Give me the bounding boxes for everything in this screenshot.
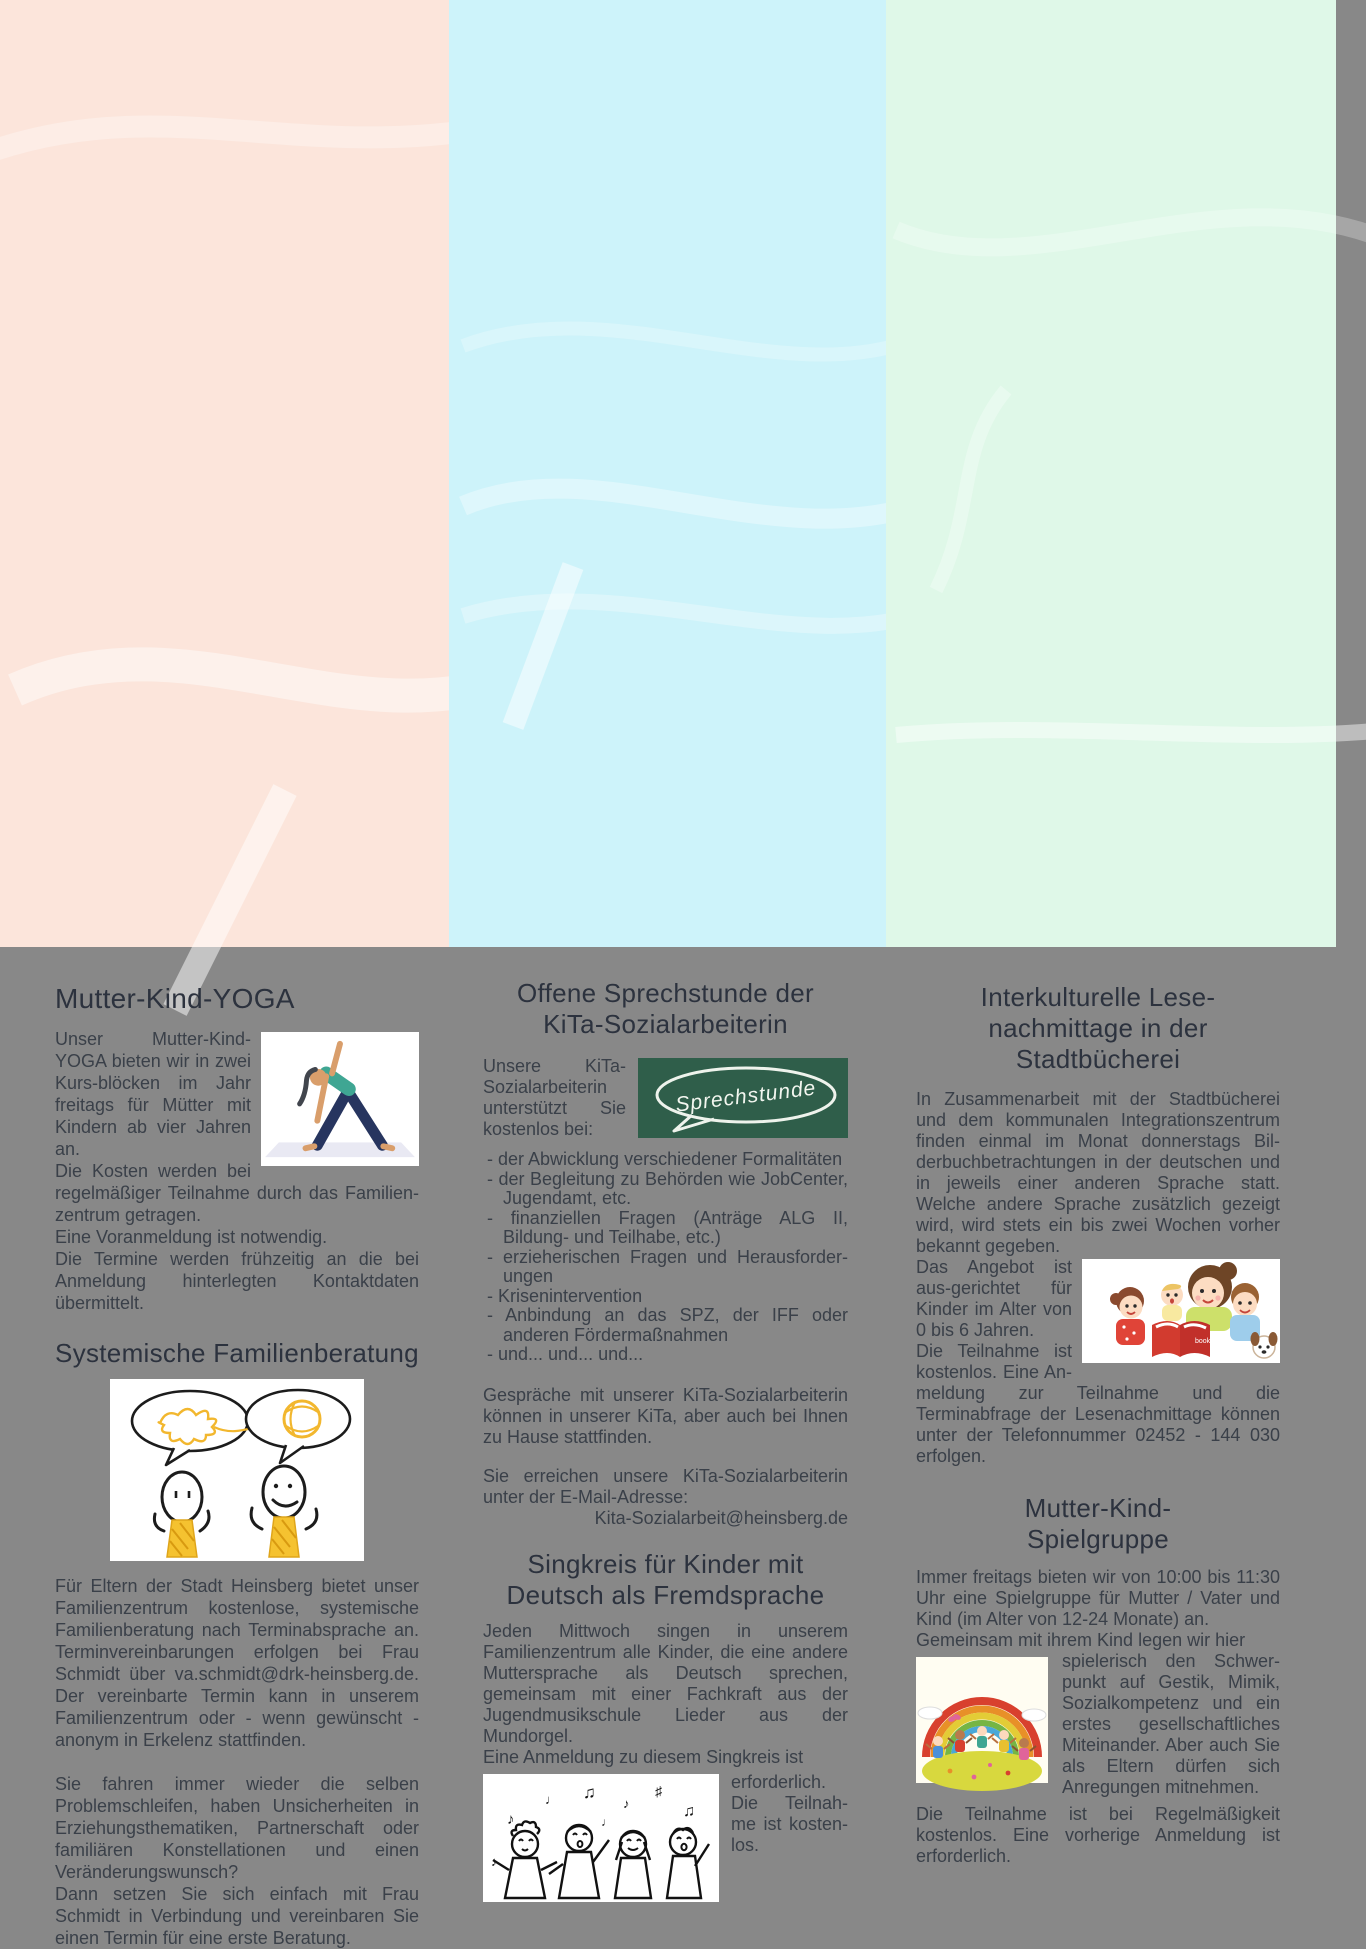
spielgruppe-paragraph-2: spielerisch den Schwer-punkt auf Gestik, Mimik, Sozialkompetenz und ein erstes gesellschaftliches Miteinander. Aber auch Sie als Eltern dürfen sich Anregungen mitnehmen.: [1062, 1651, 1280, 1797]
sprechstunde-intro: Unsere KiTa-Sozialarbeiterin unterstützt Sie kostenlos bei:: [483, 1056, 626, 1139]
svg-text:book: book: [1195, 1338, 1211, 1345]
section-title-sprechstunde: Offene Sprechstunde der KiTa-Sozialarbeiterin: [517, 978, 814, 1039]
spielgruppe-paragraph-1: Immer freitags bieten wir von 10:00 bis 11:30 Uhr eine Spielgruppe für Mutter / Vater und Kind (im Alter von 12-24 Monate) an. Gemeinsam mit ihrem Kind legen wir hier: [916, 1567, 1280, 1650]
svg-text:♪: ♪: [491, 1853, 498, 1869]
section-title-familienberatung: Systemische Familienberatung: [55, 1338, 419, 1368]
family-reading-illustration: [1082, 1259, 1280, 1363]
singkreis-paragraph-2: erforderlich. Die Teilnah-me ist kosten-los.: [731, 1771, 848, 1855]
counseling-illustration: [110, 1379, 364, 1561]
background-wave-decor: [483, 26, 920, 973]
svg-text:♪: ♪: [507, 1810, 515, 1828]
yoga-figure-icon: [261, 1032, 419, 1166]
column-right: [886, 0, 1336, 1866]
list-item: - der Begleitung zu Behörden wie JobCenter, Jugendamt, etc.: [487, 1170, 848, 1209]
lesenachmittage-paragraph-1: In Zusammenarbeit mit der Stadtbücherei und dem kommunalen Integrationszentrum finden einmal im Monat donnerstags Bil-derbuchbetrachtungen in der deutschen und in jeweils einer anderen Sprache statt. Welche andere Sprache zusätzlich gezeigt wird, wird stets ein bis zwei Wochen vorher bekannt gegeben.: [916, 1089, 1280, 1256]
speech-bubble-chalk-icon: [638, 1058, 848, 1138]
section-title-singkreis: Singkreis für Kinder mit Deutsch als Fremdsprache: [506, 1548, 825, 1610]
list-item: - und... und... und...: [487, 1345, 848, 1365]
sprechstunde-paragraph-1: Gespräche mit unserer KiTa-Sozialarbeiterin können in unserer KiTa, aber auch bei Ihnen zu Hause stattfinden.: [483, 1384, 848, 1447]
rainbow-children-illustration: [916, 1657, 1048, 1783]
svg-text:♩: ♩: [601, 1814, 613, 1829]
list-item: - Krisenintervention: [487, 1287, 848, 1307]
background-band-decor: [916, 30, 1366, 977]
family-reading-book-icon: [1082, 1259, 1280, 1363]
svg-text:♯: ♯: [655, 1782, 662, 1799]
singing-children-sketch-icon: [483, 1774, 719, 1902]
svg-text:♫: ♫: [683, 1802, 695, 1820]
column-left: [0, 0, 449, 1948]
sprechstunde-topic-list: [487, 1150, 848, 1365]
section-title-lesenachmittage: Interkulturelle Lese- nachmittage in der Stadtbücherei: [980, 982, 1216, 1074]
contact-email: Kita-Sozialarbeit@heinsberg.de: [594, 1507, 848, 1528]
beratung-paragraph-2: Sie fahren immer wieder die selben Problemschleifen, haben Unsicherheiten in Erziehungsthematiken, Partnerschaft oder familiären Konstellationen und einen Veränderungswunsch? Dann setzen Sie sich einfach mit Frau Schmidt in Verbindung und vereinbaren Sie einen Termin für eine erste Beratung.: [55, 1774, 419, 1948]
lesenachmittage-paragraph-2: Das Angebot ist aus-gerichtet für Kinder im Alter von 0 bis 6 Jahren. Die Teilnahme ist kostenlos. Eine An-meldung zur Teilnahme und die Terminabfrage der Lesenachmittage können unter der Telefonnummer 02452 - 144 030 erfolgen.: [916, 1257, 1280, 1466]
list-item: - Anbindung an das SPZ, der IFF oder anderen Fördermaßnahmen: [487, 1306, 848, 1345]
chalkboard-illustration: [638, 1058, 848, 1138]
rainbow-playground-icon: [916, 1657, 1048, 1783]
svg-text:♩: ♩: [545, 1791, 558, 1807]
chalkboard-text: Sprechstunde: [674, 1076, 818, 1117]
beratung-paragraph-1: Für Eltern der Stadt Heinsberg bietet unser Familienzentrum kostenlose, systemische Familienberatung nach Terminabsprache an. Terminvereinbarungen erfolgen bei Frau Schmidt über va.schmidt@drk-heinsberg.de. Der vereinbarte Termin kann in unserem Familienzentrum oder - wenn gewünscht - anonym in Erkelenz stattfinden.: [55, 1576, 419, 1750]
spielgruppe-paragraph-3: Die Teilnahme ist bei Regelmäßigkeit kostenlos. Eine vorherige Anmeldung ist erforderlich.: [916, 1804, 1280, 1866]
background-swirl-decor: [55, 30, 504, 977]
list-item: - der Abwicklung verschiedener Formalitäten: [487, 1150, 848, 1170]
yoga-pose-illustration: [261, 1032, 419, 1166]
section-title-mutter-kind-yoga: Mutter-Kind-YOGA: [55, 983, 295, 1014]
column-middle: [449, 0, 886, 1869]
section-title-spielgruppe: Mutter-Kind- Spielgruppe: [1024, 1493, 1172, 1554]
singkreis-paragraph-1: Jeden Mittwoch singen in unserem Familienzentrum alle Kinder, die eine andere Muttersprache als Deutsch sprechen, gemeinsam mit einer Fachkraft aus der Jugendmusikschule Lieder aus der Mundorgel. Eine Anmeldung zu diesem Singkreis ist: [483, 1620, 848, 1767]
svg-text:♫: ♫: [583, 1782, 596, 1802]
yoga-paragraph: Unser Mutter-Kind-YOGA bieten wir in zwei Kurs-blöcken im Jahr freitags für Mütter mit Kindern ab vier Jahren an. Die Kosten werden bei regelmäßiger Teilnahme durch das Familien-zentrum getragen. Eine Voranmeldung ist notwendig. Die Termine werden frühzeitig an die bei Anmeldung hinterlegten Kontaktdaten übermittelt.: [55, 1029, 419, 1313]
singing-children-illustration: [483, 1774, 719, 1902]
svg-text:♪: ♪: [623, 1795, 630, 1811]
list-item: - erzieherischen Fragen und Herausforder-ungen: [487, 1248, 848, 1287]
two-figures-speech-bubbles-icon: [110, 1379, 364, 1561]
list-item: - finanziellen Fragen (Anträge ALG II, Bildung- und Teilhabe, etc.): [487, 1209, 848, 1248]
sprechstunde-paragraph-2: Sie erreichen unsere KiTa-Sozialarbeiterin unter der E-Mail-Adresse:: [483, 1465, 848, 1507]
